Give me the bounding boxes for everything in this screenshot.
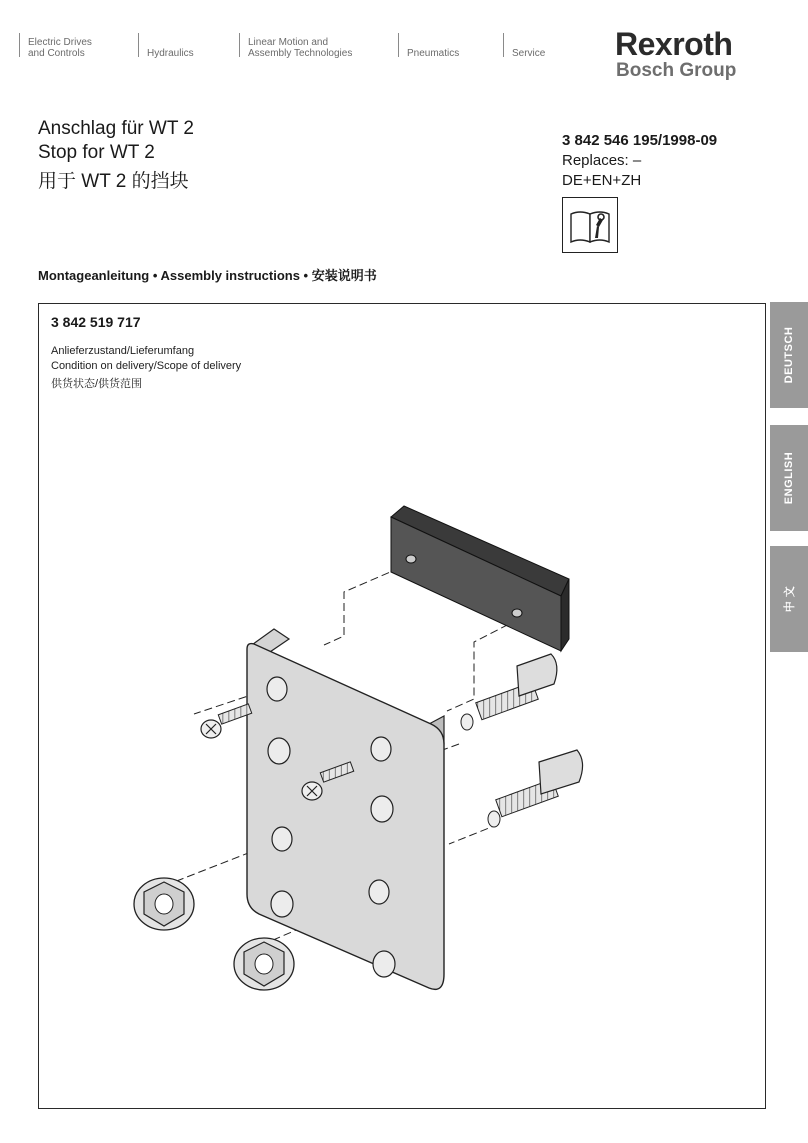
tab-english[interactable] [770,425,808,531]
category-pneumatics[interactable] [398,33,493,59]
category-label: Hydraulics [147,48,194,59]
document-replaces: Replaces: – [562,152,642,169]
category-divider [138,33,139,57]
tab-chinese[interactable] [770,546,808,652]
category-label: Electric Drives and Controls [28,37,92,59]
flange-nut-2 [234,938,294,990]
title-english: Stop for WT 2 [38,142,155,163]
category-label: Pneumatics [407,48,460,59]
title-german: Anschlag für WT 2 [38,118,194,139]
delivery-text-de: Anlieferzustand/Lieferumfang [51,345,195,357]
stop-block [391,506,569,651]
tab-label: 中 文 [784,585,796,613]
category-label: Service [512,48,546,59]
manual-wrench-icon [562,197,618,253]
t-bolt-1 [461,654,557,730]
logo-group: Bosch Group [616,60,737,81]
delivery-text-en: Condition on delivery/Scope of delivery [51,360,242,372]
document-languages: DE+EN+ZH [562,172,642,189]
category-electric-drives[interactable] [19,33,129,59]
flange-nut-1 [134,878,194,930]
document-number: 3 842 546 195/1998-09 [562,132,718,149]
mounting-plate [247,629,444,989]
tab-label: DEUTSCH [783,326,795,384]
logo-brand: Rexroth [615,26,733,62]
assembly-illustration [39,304,765,1108]
tab-deutsch[interactable] [770,302,808,408]
tab-label: ENGLISH [783,451,795,505]
part-number: 3 842 519 717 [51,314,141,330]
category-divider [503,33,504,57]
category-label: Linear Motion and Assembly Technologies [248,37,353,59]
delivery-text-zh: 供货状态/供货范围 [51,378,143,390]
category-service[interactable] [503,33,573,59]
manual-wrench-graphic [563,198,617,252]
category-hydraulics[interactable] [138,33,228,59]
category-divider [19,33,20,57]
t-bolt-2 [488,750,583,827]
assembly-instructions-heading: Montageanleitung • Assembly instructions • 安装说明书 [38,268,377,283]
category-divider [239,33,240,57]
category-linear-motion[interactable] [239,33,389,59]
category-divider [398,33,399,57]
title-chinese: 用于 WT 2 的挡块 [38,171,189,192]
content-panel [38,303,766,1109]
